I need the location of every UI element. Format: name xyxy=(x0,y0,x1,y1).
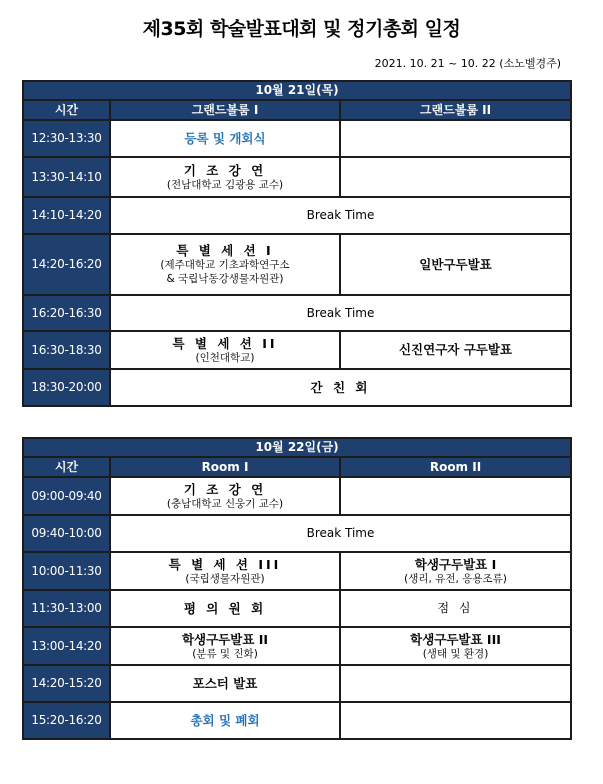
table-row xyxy=(23,515,571,552)
session-title: 포스터 발표 xyxy=(192,675,258,691)
session-cell xyxy=(110,331,340,369)
table-row xyxy=(23,477,571,515)
time-cell: 14:20-15:20 xyxy=(23,665,110,702)
empty-cell xyxy=(340,157,571,197)
session-cell xyxy=(340,234,571,295)
table-row xyxy=(23,295,571,331)
empty-cell xyxy=(340,665,571,702)
time-cell: 13:30-14:10 xyxy=(23,157,110,197)
session-cell xyxy=(110,702,340,739)
session-title: 특 별 세 션 II xyxy=(172,335,278,351)
time-cell: 09:40-10:00 xyxy=(23,515,110,552)
table-row xyxy=(23,552,571,590)
table-row xyxy=(23,331,571,369)
session-host: (국립생물자원관) xyxy=(185,572,265,585)
session-host-cont: & 국립낙동강생물자원관) xyxy=(166,273,284,285)
session-cell xyxy=(110,477,340,515)
day2-col-room-a: Room I xyxy=(110,457,340,477)
session-host: (인천대학교) xyxy=(195,351,255,364)
session-title: 일반구두발표 xyxy=(419,256,492,272)
empty-cell xyxy=(340,477,571,515)
table-row xyxy=(23,590,571,627)
session-cell xyxy=(110,120,340,157)
table-row xyxy=(23,369,571,406)
session-title: 평 의 원 회 xyxy=(183,600,267,616)
session-title: 기 조 강 연 xyxy=(183,162,267,178)
session-cell xyxy=(340,590,571,627)
session-cell xyxy=(110,627,340,665)
session-cell xyxy=(110,234,340,295)
session-cell xyxy=(110,552,340,590)
session-title: 학생구두발표 I xyxy=(414,556,497,572)
session-cell xyxy=(110,665,340,702)
day1-col-room-a: 그랜드볼룸 I xyxy=(110,100,340,120)
event-cell xyxy=(110,369,571,406)
time-cell: 18:30-20:00 xyxy=(23,369,110,406)
event-title: 간 친 회 xyxy=(310,379,371,395)
session-title: 신진연구자 구두발표 xyxy=(398,342,513,357)
day2-date-header: 10월 22일(금) xyxy=(23,438,571,457)
time-cell: 12:30-13:30 xyxy=(23,120,110,157)
session-cell xyxy=(340,331,571,369)
day1-schedule-table xyxy=(22,80,572,407)
session-title: 학생구두발표 II xyxy=(181,631,269,647)
session-host: (제주대학교 기초과학연구소 xyxy=(160,259,290,271)
session-title: 특 별 세 션 I xyxy=(176,243,274,258)
session-title: 점 심 xyxy=(437,601,474,615)
session-speaker: (전남대학교 김광용 교수) xyxy=(166,178,284,191)
session-speaker: (충남대학교 신웅기 교수) xyxy=(166,497,284,510)
session-topics: (생태 및 환경) xyxy=(422,647,489,660)
table-row xyxy=(23,157,571,197)
table-row xyxy=(23,702,571,739)
break-cell: Break Time xyxy=(110,295,571,331)
time-cell: 10:00-11:30 xyxy=(23,552,110,590)
time-cell: 09:00-09:40 xyxy=(23,477,110,515)
session-title: 총회 및 폐회 xyxy=(190,712,260,728)
session-title: 등록 및 개회식 xyxy=(184,130,266,146)
time-cell: 16:30-18:30 xyxy=(23,331,110,369)
session-title: 학생구두발표 III xyxy=(410,631,501,647)
time-cell: 11:30-13:00 xyxy=(23,590,110,627)
table-row xyxy=(23,665,571,702)
session-cell xyxy=(110,157,340,197)
session-topics: (분류 및 진화) xyxy=(192,647,258,660)
time-cell: 16:20-16:30 xyxy=(23,295,110,331)
day1-date-header: 10월 21일(목) xyxy=(23,81,571,100)
day2-schedule-table xyxy=(22,437,572,740)
time-cell: 15:20-16:20 xyxy=(23,702,110,739)
day2-col-time: 시간 xyxy=(23,457,110,477)
table-row xyxy=(23,627,571,665)
session-title: 특 별 세 션 III xyxy=(168,556,282,572)
day2-col-room-b: Room II xyxy=(340,457,571,477)
table-row xyxy=(23,197,571,234)
break-cell: Break Time xyxy=(110,197,571,234)
time-cell: 14:20-16:20 xyxy=(23,234,110,295)
empty-cell xyxy=(340,120,571,157)
session-title: 기 조 강 연 xyxy=(183,481,267,497)
table-row xyxy=(23,120,571,157)
empty-cell xyxy=(340,702,571,739)
time-cell: 13:00-14:20 xyxy=(23,627,110,665)
session-cell xyxy=(340,627,571,665)
day1-col-time: 시간 xyxy=(23,100,110,120)
page-title: 제35회 학술발표대회 및 정기총회 일정 xyxy=(142,18,461,40)
table-row xyxy=(23,234,571,295)
session-cell xyxy=(340,552,571,590)
session-topics: (생리, 유전, 응용조류) xyxy=(404,572,507,585)
session-cell xyxy=(110,590,340,627)
event-date-venue: 2021. 10. 21 ~ 10. 22 (소노벨경주) xyxy=(374,57,561,70)
time-cell: 14:10-14:20 xyxy=(23,197,110,234)
day1-col-room-b: 그랜드볼룸 II xyxy=(340,100,571,120)
break-cell: Break Time xyxy=(110,515,571,552)
